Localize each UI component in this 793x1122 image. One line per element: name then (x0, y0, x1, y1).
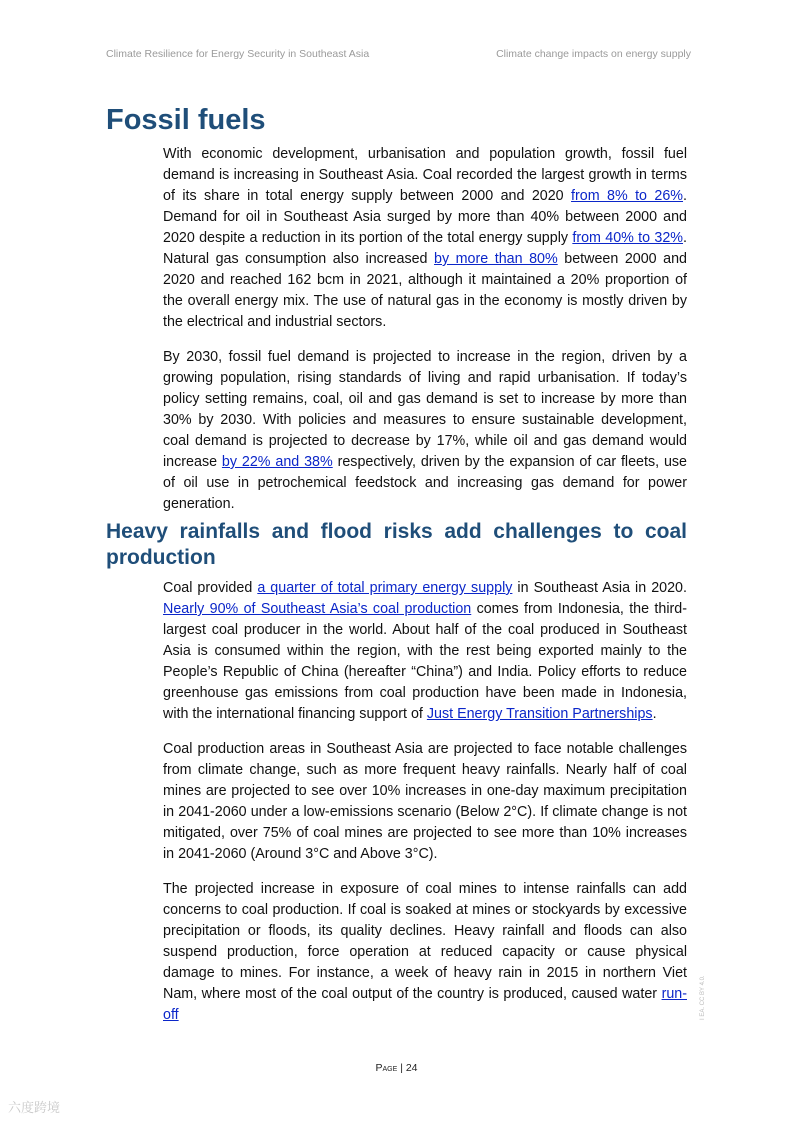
text: The projected increase in exposure of coal mines to intense rainfalls can add concerns to coal production. If coal is soaked at mines or stockyards by excessive precipitation or floods, its quality declines. Heavy rainfall and floods can also suspend production, force operation at reduced capacity or cause physical damage to mines. For instance, a week of heavy rain in 2015 in northern Viet Nam, where most of the coal output of the country is produced, caused water (163, 881, 687, 1002)
coal-paragraph-2: Coal production areas in Southeast Asia are projected to face notable challenges from climate change, such as more frequent heavy rainfalls. Nearly half of coal mines are projected to see over 10% increases in one-day maximum precipitation in 2041-2060 under a low-emissions scenario (Below 2°C). If climate change is not mitigated, over 75% of coal mines are projected to see more than 10% increases in 2041-2060 (Around 3°C and Above 3°C). (163, 741, 687, 862)
running-header-right: Climate change impacts on energy supply (496, 48, 691, 60)
text: With economic development, urbanisation and population growth, fossil fuel demand is increasing in Southeast Asia. Coal recorded the largest growth in terms of its share in total energy supply between 2000 and 2020 (163, 146, 687, 204)
link-oil-gas-demand[interactable]: by 22% and 38% (221, 454, 333, 470)
page-footer (0, 1062, 793, 1074)
link-coal-share[interactable]: from 8% to 26% (571, 188, 684, 204)
page-number: | 24 (400, 1062, 418, 1074)
coal-paragraph-3 (163, 879, 687, 1026)
link-quarter-energy-supply[interactable]: a quarter of total primary energy supply (257, 580, 513, 596)
link-oil-share[interactable]: from 40% to 32% (572, 230, 684, 246)
text: between 2000 and 2020 and reached 162 bcm in 2021, although it maintained a 20% proportion of the overall energy mix. The use of natural gas in the economy is mostly driven by the electrical and industrial sectors. (163, 251, 687, 330)
text: comes from Indonesia, the third-largest coal producer in the world. About half of the coal produced in Southeast Asia is consumed within the region, with the rest being exported mainly to the People’s Republic of China (hereafter “China”) and India. Policy efforts to reduce greenhouse gas emissions from coal production have been made in Indonesia, with the international financing support of (163, 601, 687, 722)
link-run-off[interactable]: run-off (163, 986, 687, 1023)
text: . Demand for oil in Southeast Asia surged by more than 40% between 2000 and 2020 despite a reduction in its portion of the total energy supply (163, 188, 687, 246)
running-header-left: Climate Resilience for Energy Security in Southeast Asia (106, 48, 370, 60)
page-label: Page (375, 1062, 398, 1074)
link-coal-production-share[interactable]: Nearly 90% of Southeast Asia’s coal production (163, 601, 472, 617)
coal-paragraph-1 (163, 578, 687, 725)
text: respectively, driven by the expansion of car fleets, use of oil use in petrochemical feedstock and increasing gas demand for power generation. (163, 454, 688, 512)
license-note: I EA. CC BY 4.0. (700, 975, 706, 1020)
text: . Natural gas consumption also increased (163, 230, 687, 267)
text: in Southeast Asia in 2020. (512, 580, 687, 596)
watermark: 六度跨境 (8, 1100, 61, 1115)
fossil-fuels-paragraph-2 (163, 347, 687, 515)
section-title-heavy-rainfalls: Heavy rainfalls and flood risks add challenges to coal production (106, 520, 687, 569)
text: Coal provided (163, 580, 258, 596)
link-gas-increase[interactable]: by more than 80% (434, 251, 558, 267)
text: By 2030, fossil fuel demand is projected to increase in the region, driven by a growing population, rising standards of living and rapid urbanisation. If today’s policy setting remains, coal, oil and gas demand is set to increase by more than 30% by 2030. With policies and measures to ensure sustainable development, coal demand is projected to decrease by 17%, while oil and gas demand would increase (163, 349, 687, 470)
section-title-fossil-fuels: Fossil fuels (106, 104, 266, 136)
link-jetp[interactable]: Just Energy Transition Partnerships (426, 706, 653, 722)
fossil-fuels-paragraph-1 (163, 144, 687, 333)
text: . (652, 706, 657, 722)
